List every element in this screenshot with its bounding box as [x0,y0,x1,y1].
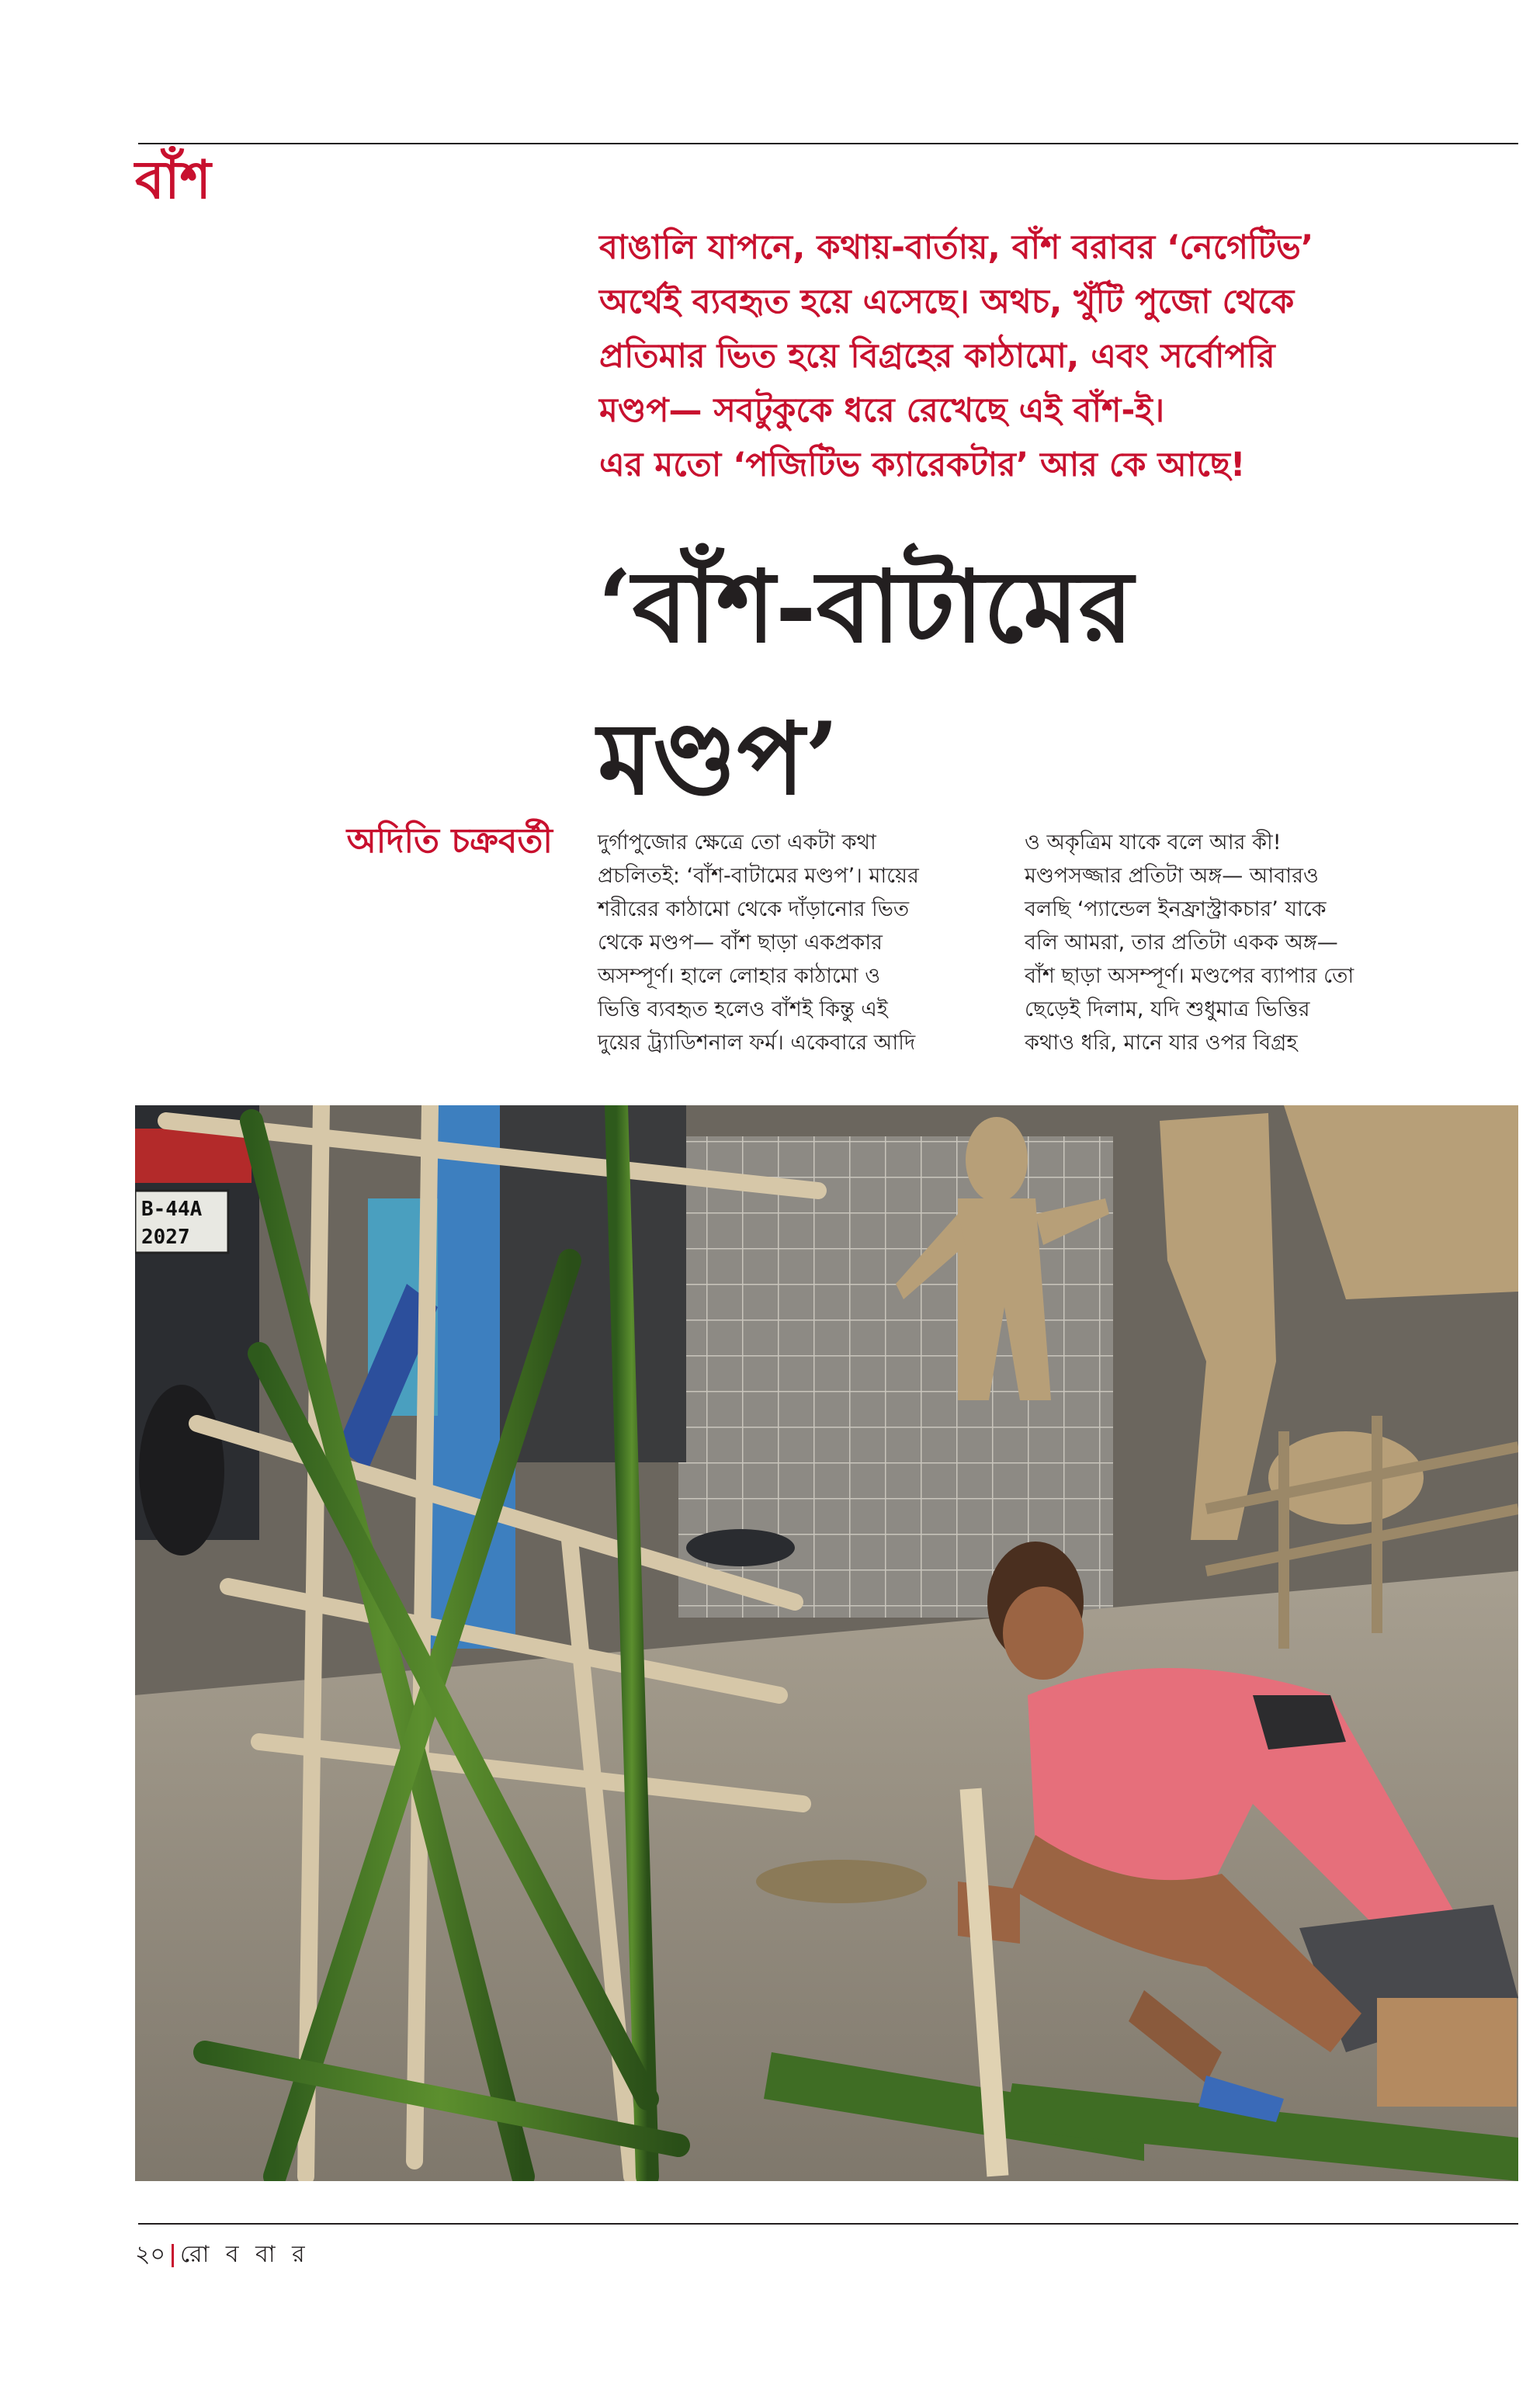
standfirst-line: অর্থেই ব্যবহৃত হয়ে এসেছে। অথচ, খুঁটি পুজো থেকে [599,283,1295,321]
standfirst-line: বাঙালি যাপনে, কথায়-বার্তায়, বাঁশ বরাবর ‘নেগেটিভ’ [599,228,1314,267]
body-line: কথাও ধরি, মানে যার ওপর বিগ্রহ [1025,1031,1298,1055]
standfirst-line: মণ্ডপ— সবটুকুকে ধরে রেখেছে এই বাঁশ-ই। [599,391,1165,430]
footer-divider [172,2244,174,2267]
body-line: ও অকৃত্রিম যাকে বলে আর কী! [1025,831,1282,855]
byline: অদিতি চক্রবর্তী [346,821,553,861]
standfirst-line: প্রতিমার ভিত হয়ে বিগ্রহের কাঠামো, এবং সর্বোপরি [599,337,1275,376]
body-line: ছেড়েই দিলাম, যদি শুধুমাত্র ভিত্তির [1025,997,1310,1021]
body-line: মণ্ডপসজ্জার প্রতিটা অঙ্গ— আবারও [1025,864,1319,888]
body-line: শরীরের কাঠামো থেকে দাঁড়ানোর ভিত [598,897,910,921]
page-footer [135,2235,310,2275]
page-number: ২০ [135,2241,166,2268]
scooter-tail-light [135,1129,251,1183]
headline [598,531,1490,835]
headline-line: মণ্ডপ’ [598,701,840,817]
standfirst [599,220,1469,492]
bottom-rule [138,2223,1518,2225]
magazine-name: রো ব বা র [180,2241,310,2268]
body-line: বলছি ‘প্যান্ডেল ইনফ্রাস্ট্রাকচার’ যাকে [1025,897,1327,921]
number-plate-line-2: 2027 [141,1226,190,1249]
bamboo-workshop-photo [135,1105,1518,2181]
body-line: বাঁশ ছাড়া অসম্পূর্ণ। মণ্ডপের ব্যাপার তো [1025,964,1354,988]
body-line: দুর্গাপুজোর ক্ষেত্রে তো একটা কথা [598,831,876,855]
body-line: প্রচলিতই: ‘বাঁশ-বাটামের মণ্ডপ’। মায়ের [598,864,919,888]
body-line: থেকে মণ্ডপ— বাঁশ ছাড়া একপ্রকার [598,931,883,955]
photo-illustration [135,1105,1518,2181]
slippers [686,1529,795,1566]
body-line: অসম্পূর্ণ। হালে লোহার কাঠামো ও [598,964,881,988]
body-line: দুয়ের ট্র্যাডিশনাল ফর্ম। একেবারে আদি [598,1031,916,1055]
standfirst-line: এর মতো ‘পজিটিভ ক্যারেকটার’ আর কে আছে! [599,446,1246,484]
body-line: ভিত্তি ব্যবহৃত হলেও বাঁশই কিন্তু এই [598,997,888,1021]
top-rule [138,143,1518,144]
headline-line: ‘বাঁশ-বাটামের [598,549,1133,665]
wooden-stool [1377,1998,1517,2107]
body-column-2 [1025,826,1428,1060]
section-tag: বাঁশ [135,149,211,211]
number-plate-line-1: B-44A [141,1198,203,1221]
scooter-wheel [139,1385,224,1555]
body-column-1 [598,826,1001,1060]
body-line: বলি আমরা, তার প্রতিটা একক অঙ্গ— [1025,931,1338,955]
